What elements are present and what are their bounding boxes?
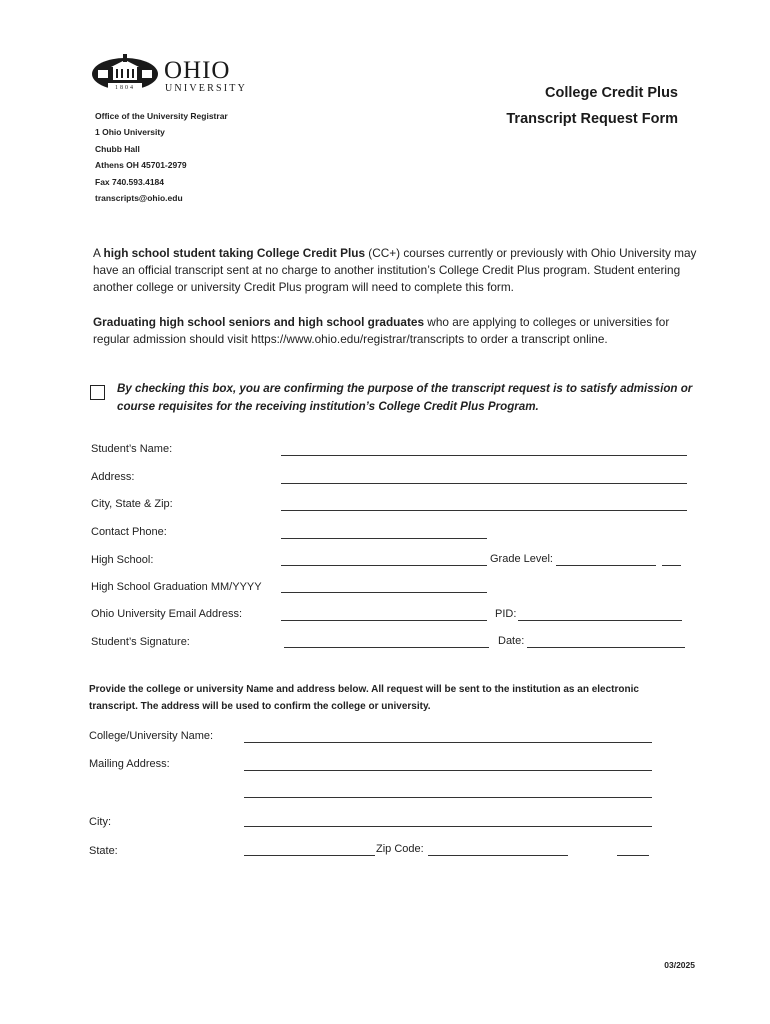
office-email: transcripts@ohio.edu [95, 193, 183, 204]
city-state-zip-field[interactable] [281, 510, 687, 511]
logo-subtitle: UNIVERSITY [165, 83, 247, 94]
pid-label: PID: [495, 608, 517, 620]
signature-label: Student’s Signature: [91, 636, 190, 648]
college-city-field[interactable] [244, 826, 652, 827]
student-name-label: Student’s Name: [91, 443, 173, 455]
zip-code-label: Zip Code: [376, 843, 424, 855]
intro-p1-bold: high school student taking College Credit Plus [103, 246, 366, 260]
college-state-field[interactable] [244, 855, 375, 856]
grade-level-label: Grade Level: [490, 553, 553, 565]
student-name-field[interactable] [281, 455, 687, 456]
mailing-address-label: Mailing Address: [89, 758, 170, 770]
logo-wordmark: OHIO [164, 57, 231, 84]
college-name-field[interactable] [244, 742, 652, 743]
zip-code-field[interactable] [428, 855, 568, 856]
address-field[interactable] [281, 483, 687, 484]
intro-p2-rest: who are applying to colleges or universities for regular admission should visit https://www.ohio.edu/registrar/transcripts to order a transcript online. [93, 315, 670, 346]
office-name: Office of the University Registrar [95, 111, 228, 121]
grade-level-field[interactable] [556, 565, 656, 566]
pid-field[interactable] [518, 620, 682, 621]
college-name-label: College/University Name: [89, 730, 214, 742]
signature-field[interactable] [284, 647, 489, 648]
date-field[interactable] [527, 647, 685, 648]
date-label: Date: [498, 635, 525, 647]
city-state-zip-label: City, State & Zip: [91, 498, 173, 510]
office-fax: Fax 740.593.4184 [95, 176, 165, 187]
form-title-line1: College Credit Plus [545, 85, 678, 101]
mailing-address-field[interactable] [244, 770, 652, 771]
college-state-label: State: [89, 845, 118, 857]
intro-paragraph-1 [93, 245, 703, 296]
contact-phone-field[interactable] [281, 538, 487, 539]
ou-email-label: Ohio University Email Address: [91, 608, 242, 620]
intro-paragraph-2 [93, 314, 703, 348]
office-address-block [95, 108, 228, 206]
grade-level-extra-field[interactable] [662, 565, 681, 566]
intro-p2-bold: Graduating high school seniors and high school graduates [93, 315, 425, 329]
mailing-address-field-2[interactable] [244, 797, 652, 798]
confirm-checkbox[interactable] [90, 385, 105, 400]
college-instructions: Provide the college or university Name and address below. All request will be sent to the institution as an electronic transcript. The address will be used to confirm the college or university. [89, 684, 639, 712]
contact-phone-label: Contact Phone: [91, 526, 167, 538]
logo-year: 1804 [115, 85, 135, 91]
intro-p1-rest: (CC+) courses currently or previously with Ohio University may have an official transcript sent at no charge to another institution’s College Credit Plus program. Student entering another college or university Credit Plus program will need to complete this form. [93, 246, 697, 294]
ou-email-field[interactable] [281, 620, 487, 621]
intro-p1-lead: A [93, 246, 104, 260]
confirm-statement: By checking this box, you are confirming the purpose of the transcript request is to satisfy admission or course requisites for the receiving institution’s College Credit Plus Program. [117, 382, 693, 413]
office-building: Chubb Hall [95, 143, 140, 154]
form-title [506, 80, 678, 132]
office-city: Athens OH 45701-2979 [95, 160, 187, 171]
graduation-field[interactable] [281, 592, 487, 593]
college-city-label: City: [89, 816, 111, 828]
form-title-line2: Transcript Request Form [506, 111, 678, 127]
graduation-label: High School Graduation MM/YYYY [91, 581, 262, 593]
office-street: 1 Ohio University [95, 127, 165, 138]
high-school-label: High School: [91, 554, 154, 566]
address-label: Address: [91, 471, 135, 483]
revision-date: 03/2025 [664, 960, 695, 970]
high-school-field[interactable] [281, 565, 487, 566]
zip-extension-field[interactable] [617, 855, 649, 856]
